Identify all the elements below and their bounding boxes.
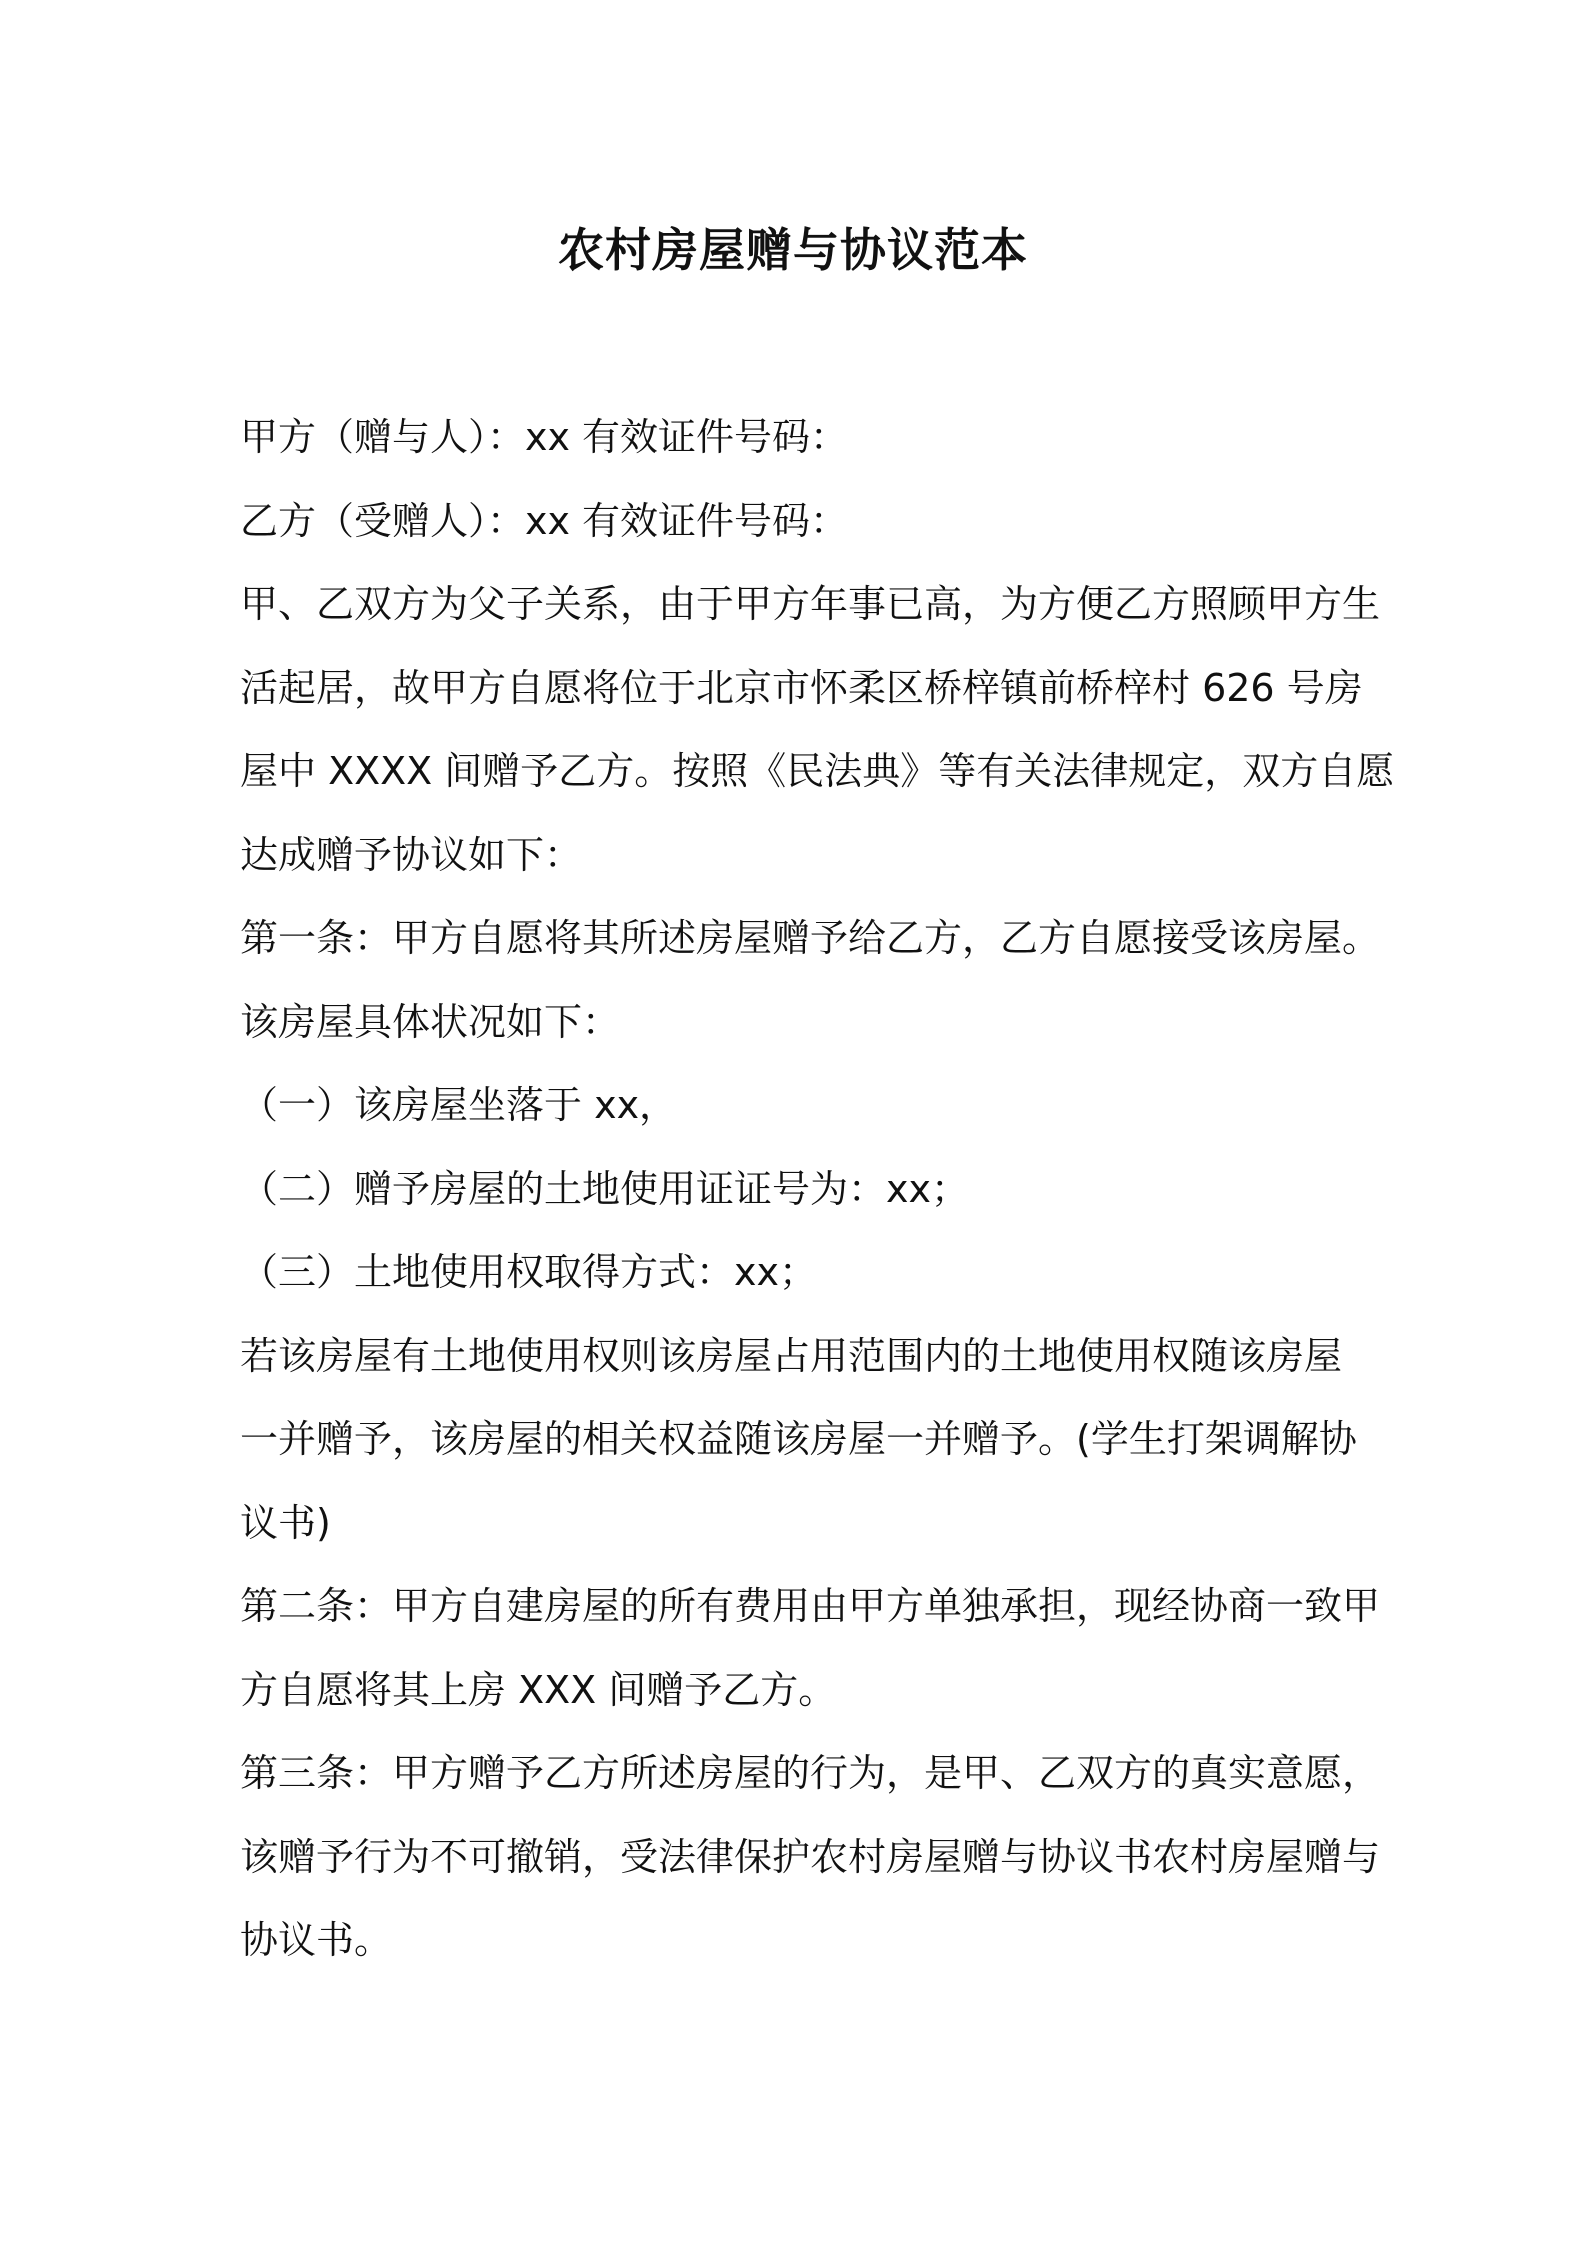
article-3-line-3: 协议书。: [240, 1918, 393, 1962]
intro-line-4: 达成赠予协议如下：: [240, 832, 583, 877]
land-right-line-1: 若该房屋有土地使用权则该房屋占用范围内的土地使用权随该房屋: [240, 1333, 1343, 1378]
article-1-line-2: 该房屋具体状况如下：: [240, 999, 621, 1044]
intro-line-1: 甲、乙双方为父子关系，由于甲方年事已高，为方便乙方照顾甲方生: [240, 582, 1381, 626]
article-2-line-1: 第二条：甲方自建房屋的所有费用由甲方单独承担，现经协商一致甲: [240, 1584, 1381, 1628]
document-title: 农村房屋赠与协议范本: [558, 223, 1028, 277]
party-a-line: 甲方（赠与人）：xx 有效证件号码：: [240, 415, 849, 459]
article-1-line-1: 第一条：甲方自愿将其所述房屋赠予给乙方，乙方自愿接受该房屋。: [240, 916, 1381, 960]
article-3-line-2: 该赠予行为不可撤销，受法律保护农村房屋赠与协议书农村房屋赠与: [240, 1834, 1381, 1879]
intro-line-3: 屋中 XXXX 间赠予乙方。按照《民法典》等有关法律规定，双方自愿: [240, 749, 1395, 793]
intro-line-2: 活起居，故甲方自愿将位于北京市怀柔区桥梓镇前桥梓村 626 号房: [240, 665, 1363, 710]
item-2-line: （二）赠予房屋的土地使用证证号为：xx；: [240, 1166, 969, 1211]
item-1-line: （一）该房屋坐落于 xx，: [240, 1083, 678, 1127]
document-body: [240, 396, 1395, 1983]
article-2-line-2: 方自愿将其上房 XXX 间赠予乙方。: [240, 1667, 837, 1712]
land-right-line-3: 议书): [240, 1500, 331, 1545]
item-3-line: （三）土地使用权取得方式：xx；: [240, 1250, 817, 1294]
article-3-line-1: 第三条：甲方赠予乙方所述房屋的行为，是甲、乙双方的真实意愿，: [240, 1751, 1381, 1795]
party-b-line: 乙方（受赠人）：xx 有效证件号码：: [240, 498, 849, 543]
land-right-line-2: 一并赠予，该房屋的相关权益随该房屋一并赠予。(学生打架调解协: [240, 1417, 1357, 1461]
